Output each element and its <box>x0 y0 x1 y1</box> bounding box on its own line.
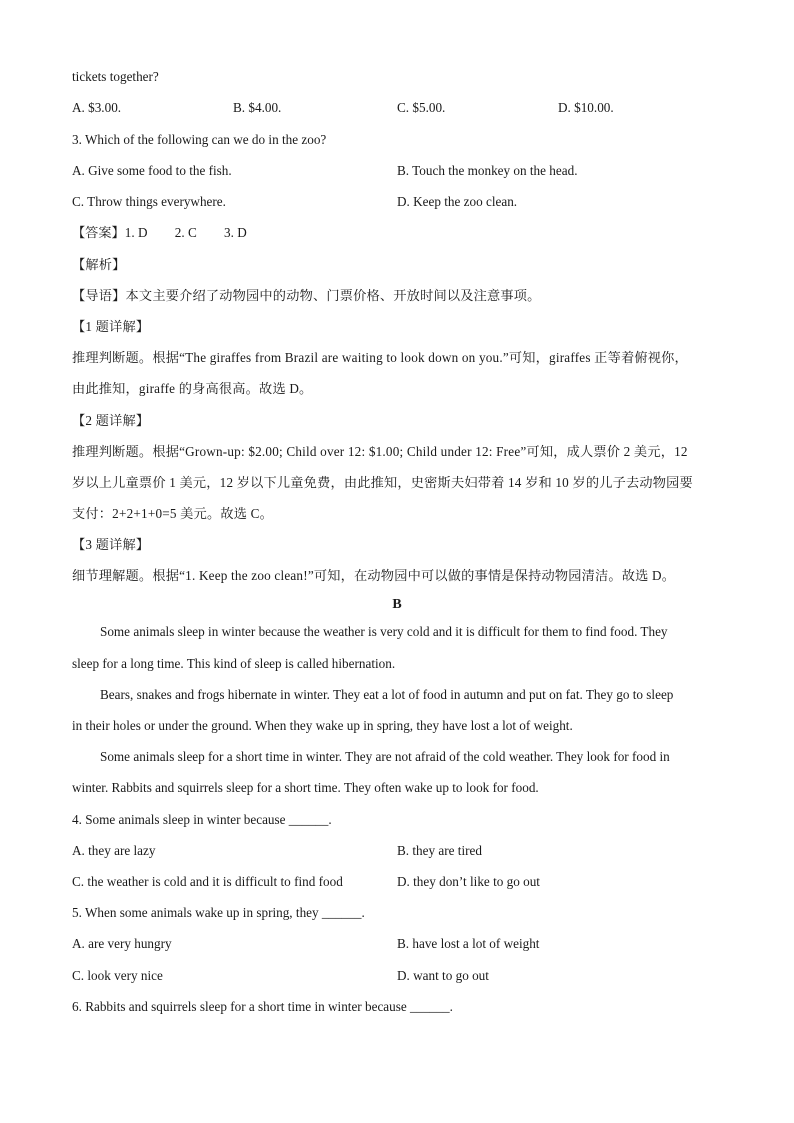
answer-item-2: 2. C <box>174 225 197 240</box>
q4-option-c: C. the weather is cold and it is difficult to find food <box>72 874 343 889</box>
q2-option-b: B. $4.00. <box>233 100 282 115</box>
q5-option-a: A. are very hungry <box>72 936 172 951</box>
question-4-stem: 4. Some animals sleep in winter because ______. <box>72 812 332 827</box>
question-6-stem: 6. Rabbits and squirrels sleep for a short time in winter because ______. <box>72 999 453 1014</box>
question-5-stem: 5. When some animals wake up in spring, they ______. <box>72 905 365 920</box>
passage-p3-line-1: Some animals sleep for a short time in winter. They are not afraid of the cold weather. They look for food in <box>100 749 670 764</box>
q3-option-c: C. Throw things everywhere. <box>72 194 226 209</box>
q4-option-a: A. they are lazy <box>72 843 156 858</box>
answer-item-3: 3. D <box>224 225 247 240</box>
q4-option-d: D. they don’t like to go out <box>397 874 540 889</box>
q3-option-a: A. Give some food to the fish. <box>72 163 232 178</box>
detail-2-line-2: 岁以上儿童票价 1 美元，12 岁以下儿童免费，由此推知，史密斯夫妇带着 14 岁和 10 岁的儿子去动物园要 <box>72 475 693 490</box>
detail-2-tag: 【2 题详解】 <box>72 413 150 428</box>
q4-option-b: B. they are tired <box>397 843 482 858</box>
detail-3-line-1: 细节理解题。根据“1. Keep the zoo clean!”可知，在动物园中可以做的事情是保持动物园清洁。故选 D。 <box>72 568 676 583</box>
answer-line <box>72 224 247 242</box>
q2-option-a: A. $3.00. <box>72 100 122 115</box>
q2-option-c: C. $5.00. <box>397 100 446 115</box>
detail-2-line-3: 支付：2+2+1+0=5 美元。故选 C。 <box>72 506 273 521</box>
passage-p1-line-1: Some animals sleep in winter because the weather is very cold and it is difficult for them to find food. They <box>100 624 668 639</box>
answer-item-1: 1. D <box>124 225 148 240</box>
detail-1-tag: 【1 题详解】 <box>72 319 150 334</box>
detail-1-line-1: 推理判断题。根据“The giraffes from Brazil are waiting to look down on you.”可知，giraffes 正等着俯视你， <box>72 350 688 365</box>
detail-1-line-2: 由此推知，giraffe 的身高很高。故选 D。 <box>72 381 313 396</box>
question-2-tail: tickets together? <box>72 69 159 84</box>
q5-option-d: D. want to go out <box>397 968 489 983</box>
passage-p1-line-2: sleep for a long time. This kind of sleep is called hibernation. <box>72 656 396 671</box>
detail-3-tag: 【3 题详解】 <box>72 537 150 552</box>
q5-option-b: B. have lost a lot of weight <box>397 936 540 951</box>
question-3-stem: 3. Which of the following can we do in the zoo? <box>72 132 327 147</box>
q5-option-c: C. look very nice <box>72 968 163 983</box>
q2-option-d: D. $10.00. <box>558 100 614 115</box>
q3-option-b: B. Touch the monkey on the head. <box>397 163 578 178</box>
answer-tag: 【答案】 <box>72 225 125 240</box>
guide-text: 【导语】本文主要介绍了动物园中的动物、门票价格、开放时间以及注意事项。 <box>72 288 541 303</box>
q3-option-d: D. Keep the zoo clean. <box>397 194 518 209</box>
passage-p2-line-1: Bears, snakes and frogs hibernate in winter. They eat a lot of food in autumn and put on fat. They go to sleep <box>100 687 674 702</box>
analysis-tag: 【解析】 <box>72 257 126 272</box>
passage-p3-line-2: winter. Rabbits and squirrels sleep for a short time. They often wake up to look for food. <box>72 780 539 795</box>
section-b-heading: B <box>392 597 402 612</box>
passage-p2-line-2: in their holes or under the ground. When they wake up in spring, they have lost a lot of weight. <box>72 718 573 733</box>
detail-2-line-1: 推理判断题。根据“Grown-up: $2.00; Child over 12: $1.00; Child under 12: Free”可知，成人票价 2 美元，12 <box>72 444 688 459</box>
